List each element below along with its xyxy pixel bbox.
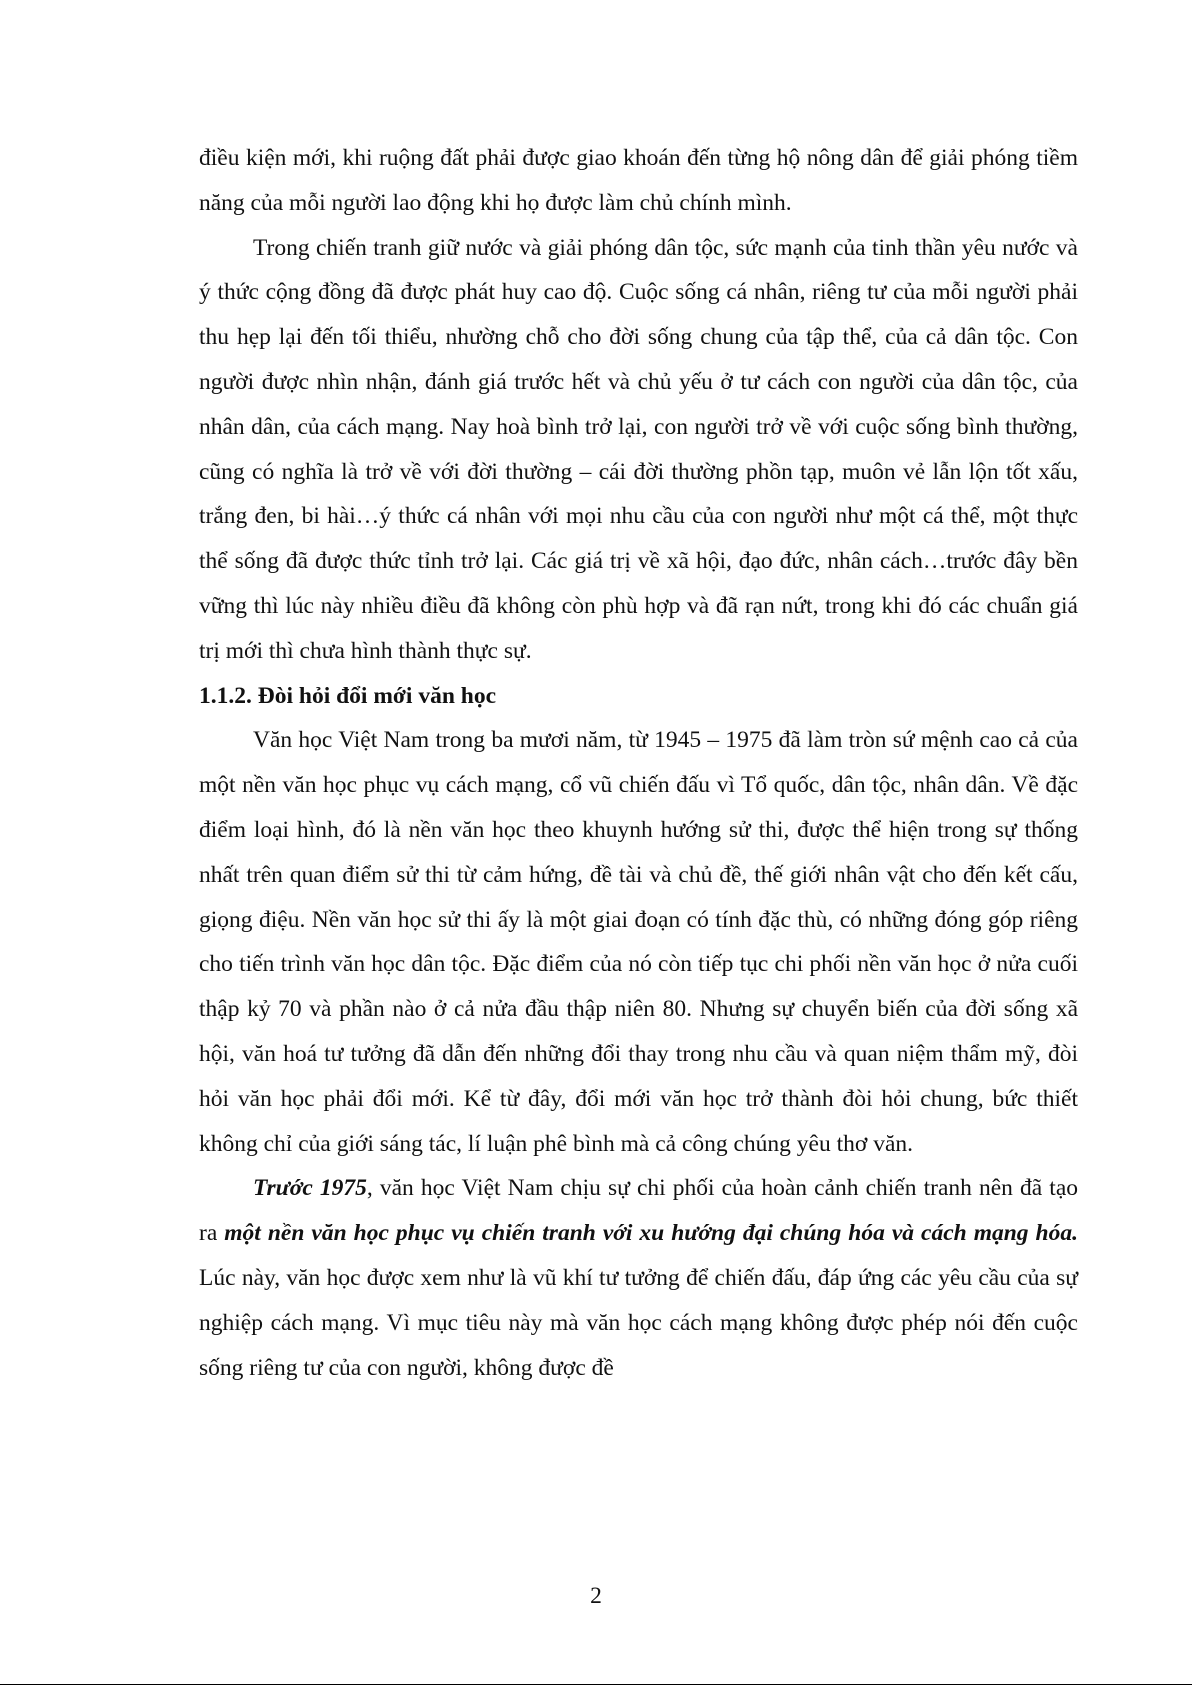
- paragraph-continuation: điều kiện mới, khi ruộng đất phải được giao khoán đến từng hộ nông dân để giải phóng tiềm năng của mỗi người lao động khi họ được làm chủ chính mình.: [199, 145, 1078, 216]
- paragraph-before-1975-text-1: , văn học Việt Nam chịu sự chi phối của hoàn cảnh chiến tranh nên đã tạo ra: [199, 1175, 1078, 1247]
- paragraph-before-1975: [199, 1166, 1078, 1390]
- paragraph-literature-1945-1975: Văn học Việt Nam trong ba mươi năm, từ 1945 – 1975 đã làm tròn sứ mệnh cao cả của một nền văn học phục vụ cách mạng, cổ vũ chiến đấu vì Tổ quốc, dân tộc, nhân dân. Về đặc điểm loại hình, đó là nền văn học theo khuynh hướng sử thi, được thể hiện trong sự thống nhất trên quan điểm sử thi từ cảm hứng, đề tài và chủ đề, thế giới nhân vật cho đến kết cấu, giọng điệu. Nền văn học sử thi ấy là một giai đoạn có tính đặc thù, có những đóng góp riêng cho tiến trình văn học dân tộc. Đặc điểm của nó còn tiếp tục chi phối nền văn học ở nửa cuối thập kỷ 70 và phần nào ở cả nửa đầu thập niên 80. Nhưng sự chuyển biến của đời sống xã hội, văn hoá tư tưởng đã dẫn đến những đổi thay trong nhu cầu và quan niệm thẩm mỹ, đòi hỏi văn học phải đổi mới. Kể từ đây, đổi mới văn học trở thành đòi hỏi chung, bức thiết không chỉ của giới sáng tác, lí luận phê bình mà cả công chúng yêu thơ văn.: [199, 727, 1078, 1157]
- body-text: [199, 136, 1078, 1390]
- emphasis-before-1975: Trước 1975: [253, 1175, 367, 1202]
- page-number: 2: [590, 1583, 602, 1609]
- emphasis-war-literature: một nền văn học phục vụ chiến tranh với xu hướng đại chúng hóa và cách mạng hóa.: [224, 1220, 1078, 1247]
- paragraph-before-1975-text-2: Lúc này, văn học được xem như là vũ khí tư tưởng để chiến đấu, đáp ứng các yêu cầu của sự nghiệp cách mạng. Vì mục tiêu này mà văn học cách mạng không được phép nói đến cuộc sống riêng tư của con người, không được đề: [199, 1264, 1078, 1381]
- section-heading: 1.1.2. Đòi hỏi đổi mới văn học: [199, 682, 497, 709]
- paragraph-war-and-peace: Trong chiến tranh giữ nước và giải phóng dân tộc, sức mạnh của tinh thần yêu nước và ý thức cộng đồng đã được phát huy cao độ. Cuộc sống cá nhân, riêng tư của mỗi người phải thu hẹp lại đến tối thiểu, nhường chỗ cho đời sống chung của tập thể, của cả dân tộc. Con người được nhìn nhận, đánh giá trước hết và chủ yếu ở tư cách con người của dân tộc, của nhân dân, của cách mạng. Nay hoà bình trở lại, con người trở về với cuộc sống bình thường, cũng có nghĩa là trở về với đời thường – cái đời thường phồn tạp, muôn vẻ lẫn lộn tốt xấu, trắng đen, bi hài…ý thức cá nhân với mọi nhu cầu của con người như một cá thể, một thực thể sống đã được thức tỉnh trở lại. Các giá trị về xã hội, đạo đức, nhân cách…trước đây bền vững thì lúc này nhiều điều đã không còn phù hợp và đã rạn nứt, trong khi đó các chuẩn giá trị mới thì chưa hình thành thực sự.: [199, 234, 1078, 664]
